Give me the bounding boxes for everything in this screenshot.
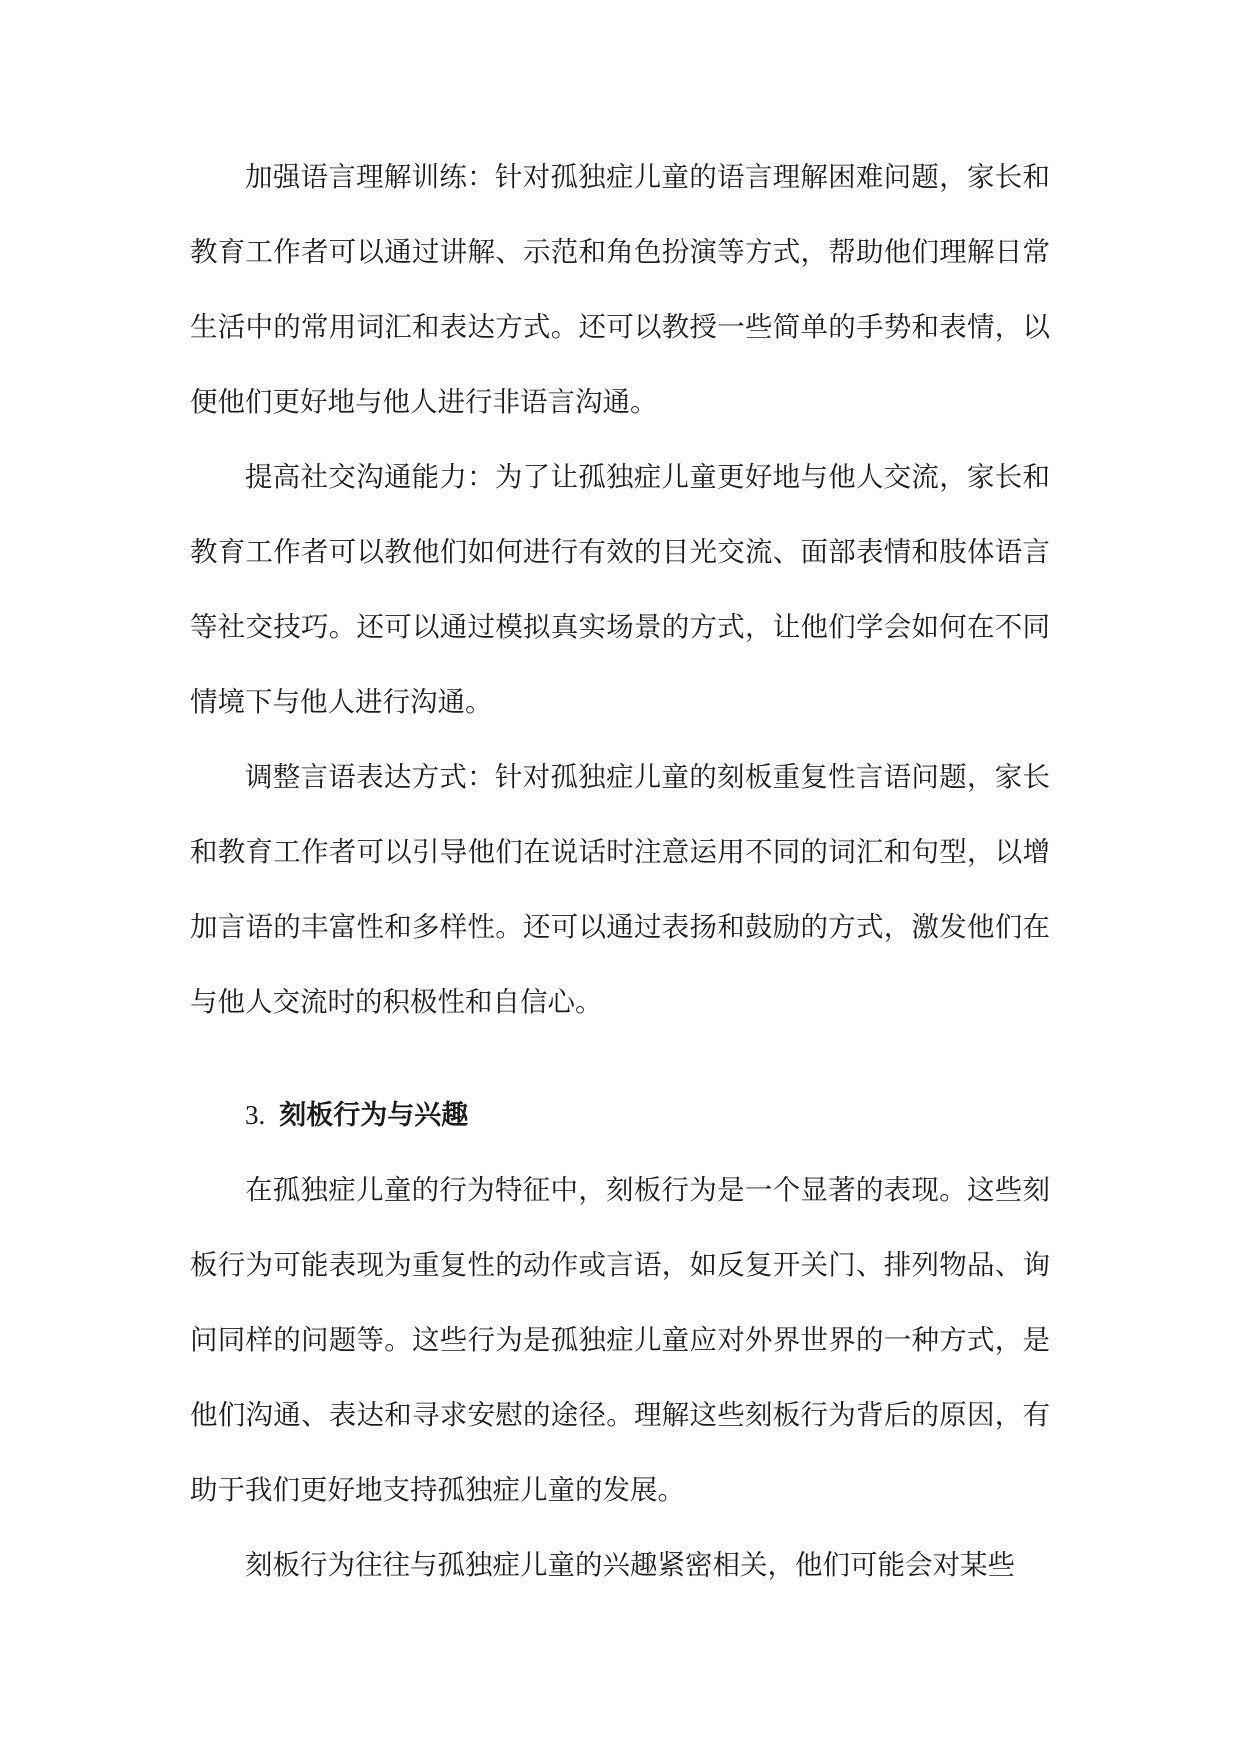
section-title: 刻板行为与兴趣 xyxy=(279,1100,469,1131)
paragraph-speech-expression: 调整言语表达方式：针对孤独症儿童的刻板重复性言语问题，家长和教育工作者可以引导他们在说话时注意运用不同的词汇和句型，以增加言语的丰富性和多样性。还可以通过表扬和鼓励的方式，激发他们在与他人交流时的积极性和自信心。 xyxy=(190,761,1050,1018)
paragraph-language-comprehension: 加强语言理解训练：针对孤独症儿童的语言理解困难问题，家长和教育工作者可以通过讲解、示范和角色扮演等方式，帮助他们理解日常生活中的常用词汇和表达方式。还可以教授一些简单的手势和表情，以便他们更好地与他人进行非语言沟通。 xyxy=(190,161,1050,418)
paragraph-social-communication: 提高社交沟通能力：为了让孤独症儿童更好地与他人交流，家长和教育工作者可以教他们如何进行有效的目光交流、面部表情和肢体语言等社交技巧。还可以通过模拟真实场景的方式，让他们学会如何在不同情境下与他人进行沟通。 xyxy=(190,461,1050,718)
paragraph-stereotyped-behavior: 在孤独症儿童的行为特征中，刻板行为是一个显著的表现。这些刻板行为可能表现为重复性的动作或言语，如反复开关门、排列物品、询问同样的问题等。这些行为是孤独症儿童应对外界世界的一种方式，是他们沟通、表达和寻求安慰的途径。理解这些刻板行为背后的原因，有助于我们更好地支持孤独症儿童的发展。 xyxy=(190,1174,1050,1506)
section-number: 3. xyxy=(245,1100,266,1130)
section-heading xyxy=(190,1078,1050,1153)
paragraph-interests: 刻板行为往往与孤独症儿童的兴趣紧密相关，他们可能会对某些 xyxy=(245,1549,1015,1581)
document-body xyxy=(190,140,1050,1603)
